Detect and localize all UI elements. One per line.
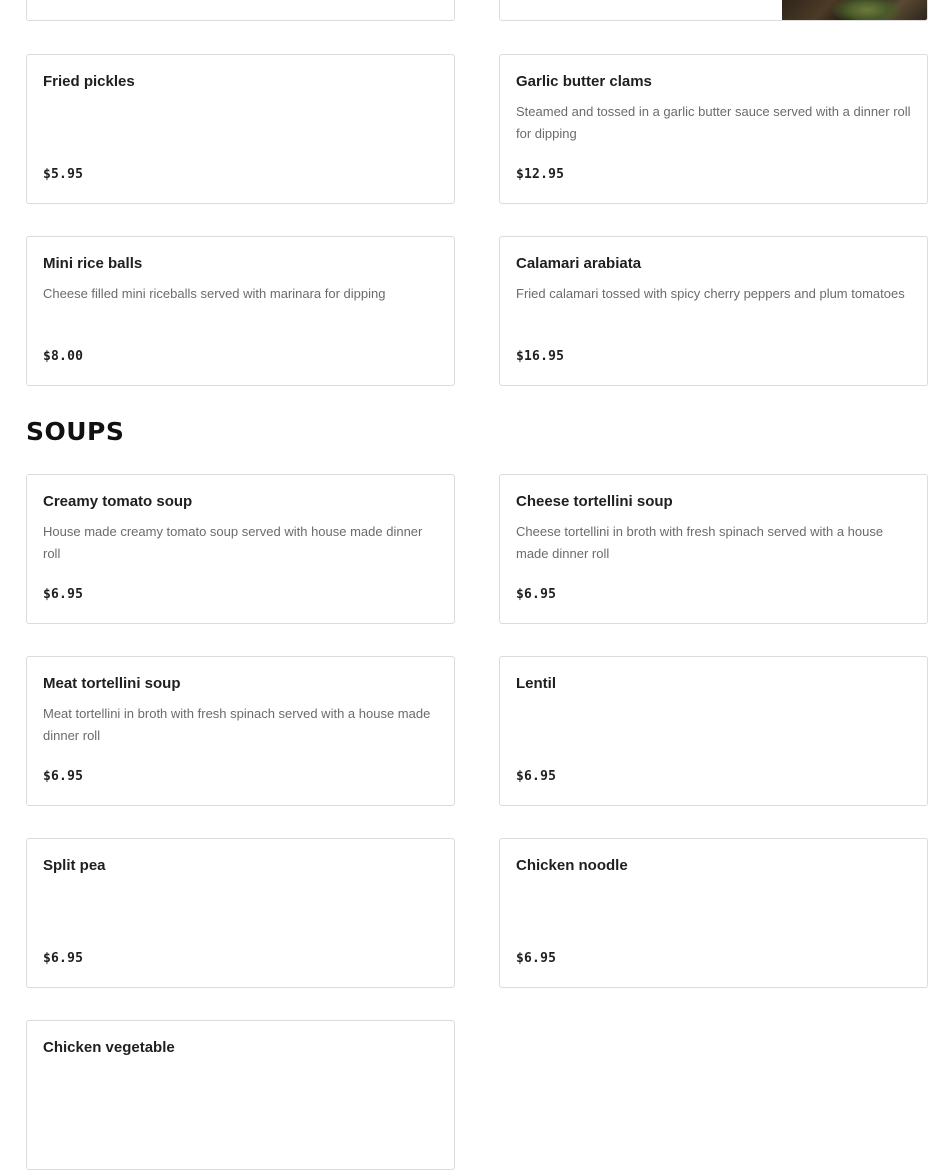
menu-item-description: Cheese tortellini in broth with fresh spinach served with a house made dinner roll (516, 524, 884, 561)
menu-item-name: Fried pickles (43, 73, 135, 90)
menu-item-card[interactable] (26, 838, 455, 988)
menu-item-name: Meat tortellini soup (43, 675, 181, 692)
menu-item-name: Garlic butter clams (516, 73, 652, 90)
menu-item-price: $6.95 (43, 769, 84, 784)
menu-item-price: $6.95 (516, 769, 557, 784)
menu-item-description: House made creamy tomato soup served with house made dinner roll (43, 524, 423, 561)
menu-item-price: $8.00 (43, 349, 84, 364)
menu-item-card[interactable] (26, 54, 455, 204)
menu-item-description: Meat tortellini in broth with fresh spinach served with a house made dinner roll (43, 706, 431, 743)
menu-item-price: $6.95 (43, 587, 84, 602)
menu-item-card[interactable] (26, 474, 455, 624)
menu-item-name: Mini rice balls (43, 255, 143, 272)
menu-item-price: $16.95 (516, 349, 565, 364)
menu-item-price: $6.95 (43, 951, 84, 966)
menu-item-name: Chicken vegetable (43, 1039, 175, 1056)
menu-item-name: Split pea (43, 857, 106, 874)
menu-item-price: $6.95 (516, 951, 557, 966)
menu-item-name: Creamy tomato soup (43, 493, 193, 510)
menu-item-description: Steamed and tossed in a garlic butter sauce served with a dinner roll for dipping (516, 104, 911, 141)
menu-item-card[interactable] (26, 1020, 455, 1170)
menu-item-name: Calamari arabiata (516, 255, 642, 272)
menu-item-name: Lentil (516, 675, 556, 692)
menu-item-price: $5.95 (43, 167, 84, 182)
menu-item-card[interactable] (499, 838, 928, 988)
menu-item-card[interactable] (499, 54, 928, 204)
menu-item-card[interactable] (499, 656, 928, 806)
menu-item-card-partial[interactable] (499, 0, 928, 21)
menu-item-card[interactable] (499, 236, 928, 386)
menu-item-photo (782, 0, 927, 20)
menu-item-card[interactable] (499, 474, 928, 624)
menu-item-name: Chicken noodle (516, 857, 628, 874)
menu-item-price: $6.95 (516, 587, 557, 602)
menu-item-card[interactable] (26, 656, 455, 806)
menu-item-card[interactable] (26, 236, 455, 386)
menu-item-price: $12.95 (516, 167, 565, 182)
menu-item-name: Cheese tortellini soup (516, 493, 673, 510)
menu-item-card-partial[interactable] (26, 0, 455, 21)
section-title-soups: SOUPS (26, 417, 125, 446)
menu-item-description: Cheese filled mini riceballs served with marinara for dipping (43, 286, 386, 301)
menu-item-description: Fried calamari tossed with spicy cherry peppers and plum tomatoes (516, 286, 905, 301)
